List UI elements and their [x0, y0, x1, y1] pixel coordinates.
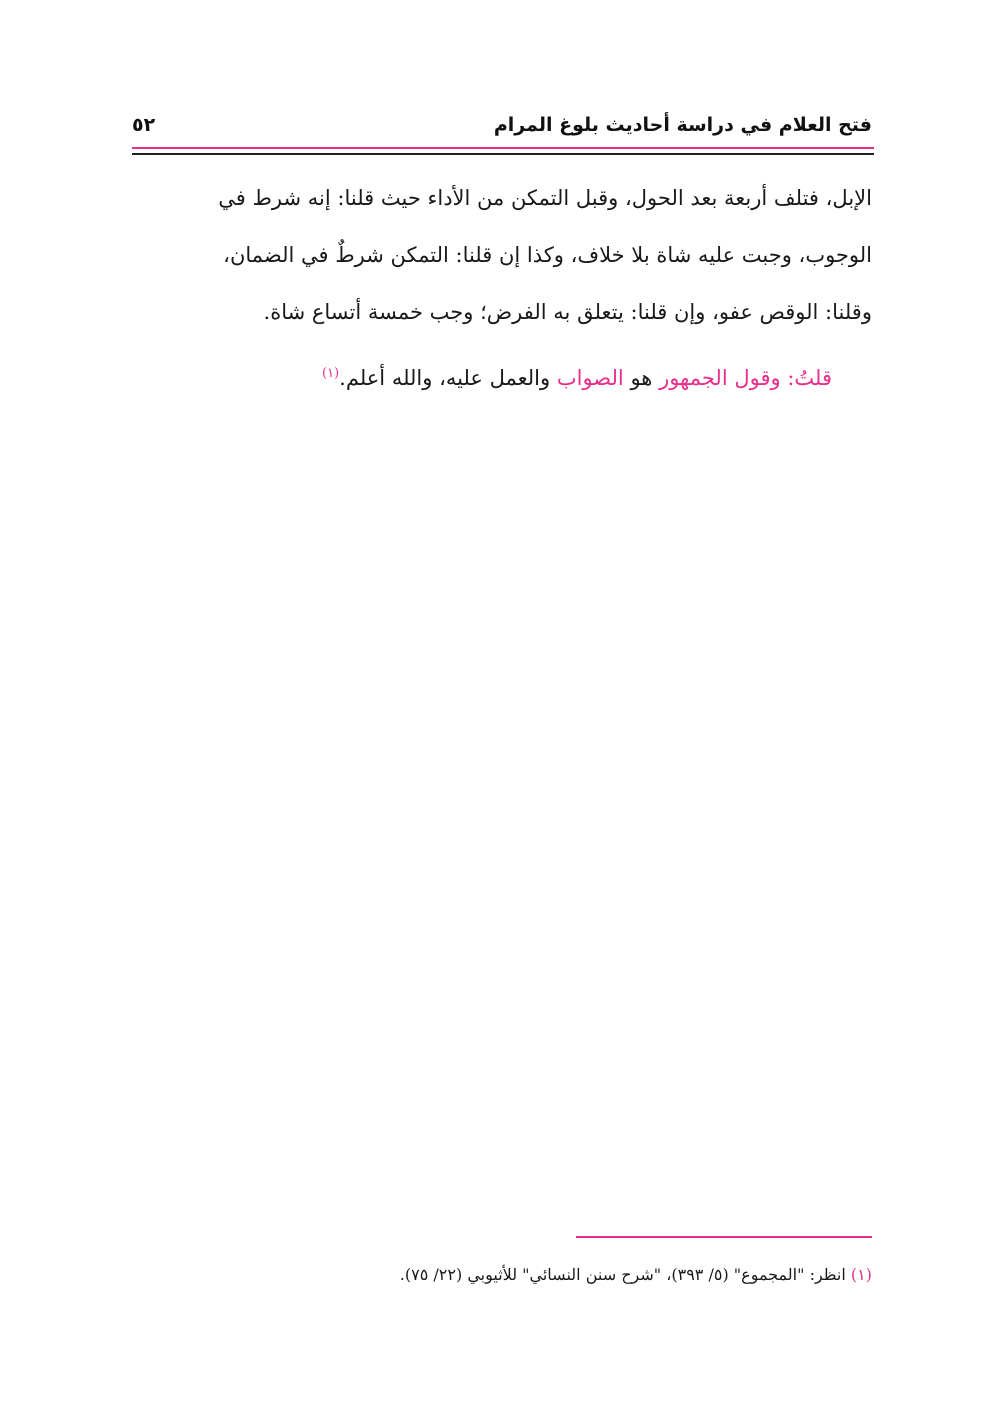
header-rule-pink — [132, 147, 874, 149]
conclusion-rest: والعمل عليه، والله أعلم. — [339, 366, 551, 390]
jumhur-phrase: وقول الجمهور — [659, 366, 781, 390]
paragraph-line: الإبل، فتلف أربعة بعد الحول، وقبل التمكن من الأداء حيث قلنا: إنه شرط في — [218, 186, 872, 210]
paragraph-line: الوجوب، وجبت عليه شاة بلا خلاف، وكذا إن قلنا: التمكن شرطٌ في الضمان، — [223, 243, 872, 267]
huwa-word: هو — [630, 366, 653, 390]
author-conclusion — [132, 358, 832, 398]
footnote-reference[interactable]: (١) — [322, 366, 340, 381]
page-number: ٥٢ — [132, 114, 156, 136]
footnote-text: انظر: "المجموع" (٥/ ٣٩٣)، "شرح سنن النسائي" للأثيوبي (٢٢/ ٧٥). — [399, 1265, 846, 1284]
running-header — [132, 112, 872, 146]
header-rule-dark — [132, 153, 874, 155]
footnote-separator — [576, 1236, 872, 1238]
footnote — [132, 1262, 872, 1288]
qultu-label: قلتُ: — [787, 366, 832, 390]
main-paragraph — [132, 170, 872, 341]
footnote-number: (١) — [850, 1265, 872, 1284]
paragraph-line: وقلنا: الوقص عفو، وإن قلنا: يتعلق به الفرض؛ وجب خمسة أتساع شاة. — [263, 300, 872, 324]
sawab-word: الصواب — [556, 366, 624, 390]
book-title: فتح العلام في دراسة أحاديث بلوغ المرام — [493, 114, 872, 136]
